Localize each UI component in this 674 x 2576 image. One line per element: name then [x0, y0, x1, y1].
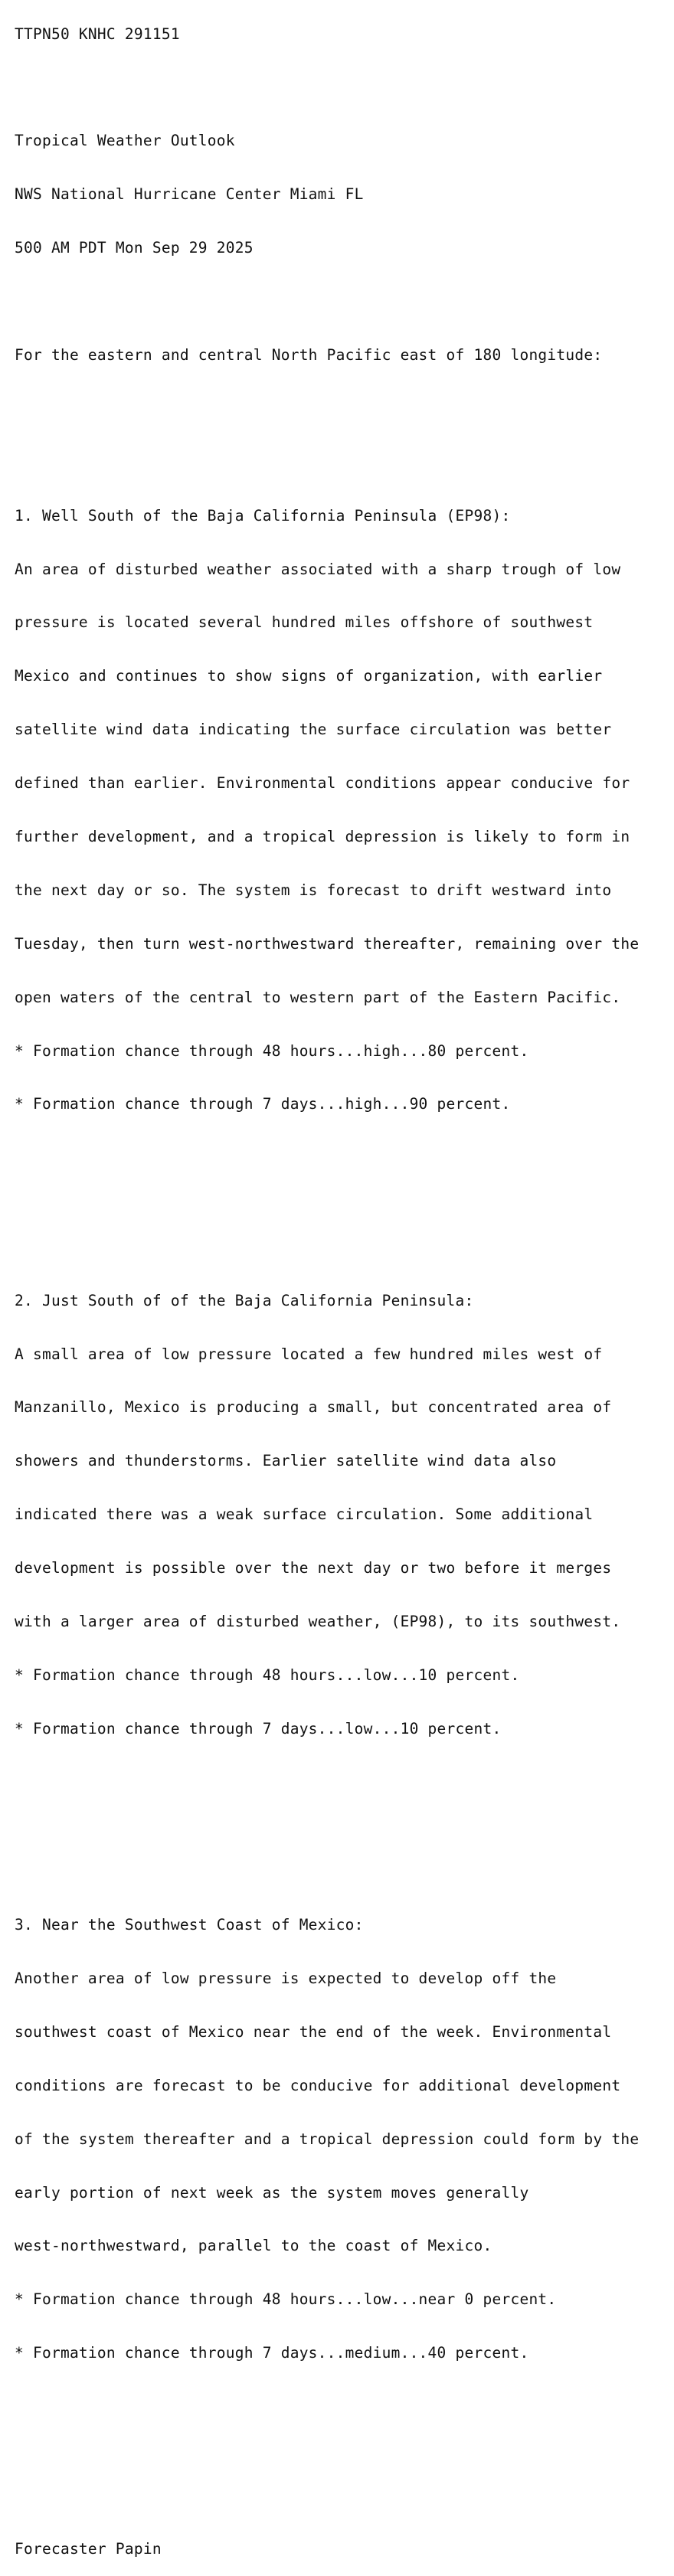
body-line: of the system thereafter and a tropical depression could form by the [15, 2130, 640, 2148]
spacer [15, 1809, 669, 1826]
body-line: southwest coast of Mexico near the end of the week. Environmental [15, 2022, 612, 2041]
body-line: defined than earlier. Environmental conditions appear conducive for [15, 774, 630, 793]
system-2 [15, 1256, 669, 1773]
body-line: Another area of low pressure is expected to develop off the [15, 1969, 557, 1987]
body-line: An area of disturbed weather associated with a sharp trough of low [15, 560, 621, 578]
body-line: open waters of the central to western part of the Eastern Pacific. [15, 988, 621, 1006]
issuing-office: NWS National Hurricane Center Miami FL [15, 185, 364, 204]
spacer [15, 400, 669, 417]
system-1 [15, 471, 669, 1149]
body-line: early portion of next week as the system moves generally [15, 2183, 529, 2202]
formation-chance-7d: * Formation chance through 7 days...medium...40 percent. [15, 2344, 529, 2362]
spacer [15, 78, 669, 96]
body-line: pressure is located several hundred miles offshore of southwest [15, 613, 594, 632]
spacer [15, 2451, 669, 2505]
body-line: showers and thunderstorms. Earlier satellite wind data also [15, 1452, 557, 1470]
cutoff-header-line: TTPN50 KNHC 291151 [15, 25, 180, 43]
body-line: development is possible over the next day or two before it merges [15, 1559, 612, 1577]
body-line: satellite wind data indicating the surface circulation was better [15, 721, 612, 739]
body-line: further development, and a tropical depression is likely to form in [15, 827, 630, 845]
formation-chance-7d: * Formation chance through 7 days...high...90 percent. [15, 1095, 511, 1113]
body-line: conditions are forecast to be conducive for additional development [15, 2076, 621, 2094]
formation-chance-48h: * Formation chance through 48 hours...low...10 percent. [15, 1666, 520, 1684]
formation-chance-48h: * Formation chance through 48 hours...high...80 percent. [15, 1041, 529, 1060]
body-line: Tuesday, then turn west-northwestward thereafter, remaining over the [15, 934, 640, 953]
formation-chance-7d: * Formation chance through 7 days...low...10 percent. [15, 1719, 502, 1737]
issue-time: 500 AM PDT Mon Sep 29 2025 [15, 239, 254, 257]
body-line: Mexico and continues to show signs of organization, with earlier [15, 667, 603, 685]
body-line: west-northwestward, parallel to the coast of Mexico. [15, 2237, 492, 2255]
system-heading: 3. Near the Southwest Coast of Mexico: [15, 1916, 364, 1934]
body-line: with a larger area of disturbed weather, (EP98), to its southwest. [15, 1613, 621, 1631]
body-line: A small area of low pressure located a few hundred miles west of [15, 1345, 603, 1363]
formation-chance-48h: * Formation chance through 48 hours...low...near 0 percent. [15, 2290, 557, 2309]
forecaster-signature: Forecaster Papin [15, 2540, 162, 2558]
coverage-intro: For the eastern and central North Pacific east of 180 longitude: [15, 345, 603, 364]
outlook-document [15, 0, 669, 2576]
spacer [15, 1185, 669, 1202]
system-heading: 2. Just South of of the Baja California Peninsula: [15, 1291, 474, 1309]
body-line: indicated there was a weak surface circulation. Some additional [15, 1505, 594, 1524]
body-line: the next day or so. The system is forecast to drift westward into [15, 881, 612, 899]
product-title: Tropical Weather Outlook [15, 132, 235, 150]
spacer [15, 293, 669, 310]
body-line: Manzanillo, Mexico is producing a small, but concentrated area of [15, 1398, 612, 1417]
system-3 [15, 1880, 669, 2398]
system-heading: 1. Well South of the Baja California Peninsula (EP98): [15, 506, 511, 525]
